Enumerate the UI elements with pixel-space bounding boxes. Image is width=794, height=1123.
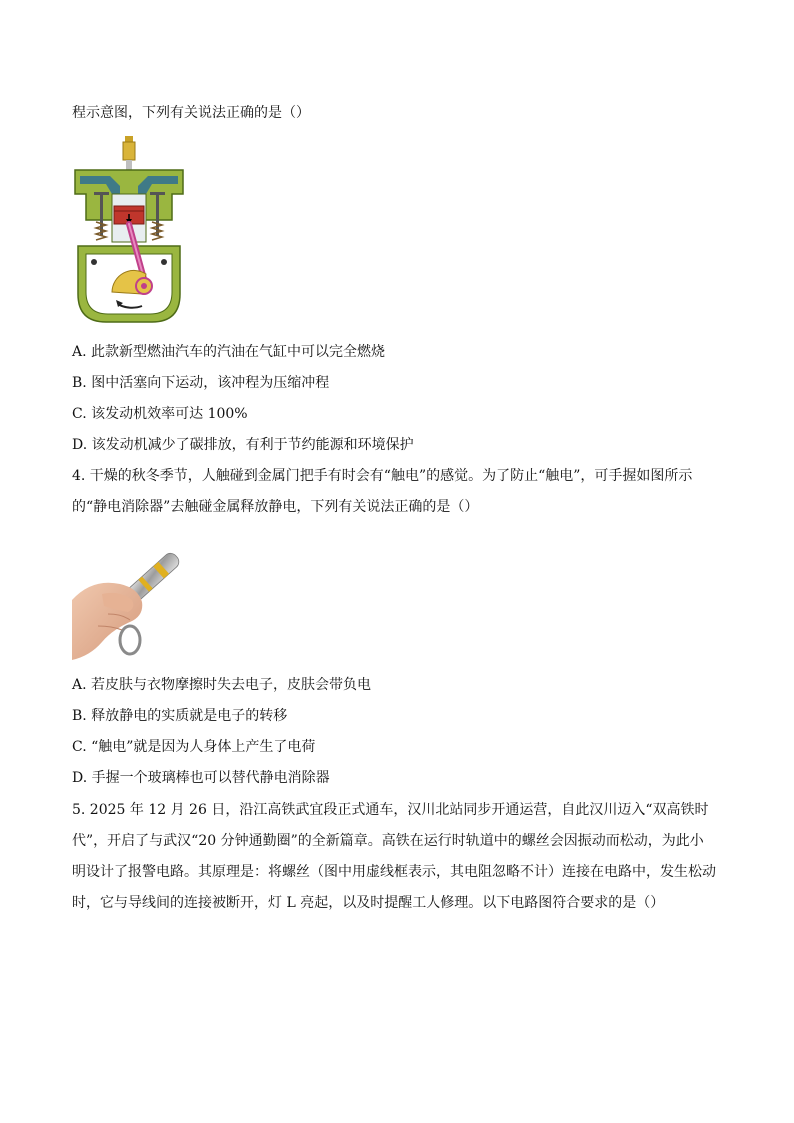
q4-option-c: C. “触电”就是因为人身体上产生了电荷 xyxy=(72,739,316,755)
q3-stem-tail: 程示意图，下列有关说法正确的是（） xyxy=(72,105,310,121)
q5-stem-line-4: 时，它与导线间的连接被断开，灯 L 亮起，以及时提醒工人修理。以下电路图符合要求的是（） xyxy=(72,895,665,911)
q3-option-b: B. 图中活塞向下运动，该冲程为压缩冲程 xyxy=(72,375,330,391)
q4-option-b: B. 释放静电的实质就是电子的转移 xyxy=(72,708,288,724)
q5-stem-line-3: 明设计了报警电路。其原理是：将螺丝（图中用虚线框表示，其电阻忽略不计）连接在电路中，发生松动 xyxy=(72,864,716,880)
q4-stem-line-1: 4. 干燥的秋冬季节，人触碰到金属门把手有时会有“触电”的感觉。为了防止“触电”，可手握如图所示 xyxy=(72,468,693,484)
q3-option-a: A. 此款新型燃油汽车的汽油在气缸中可以完全燃烧 xyxy=(72,344,386,360)
q3-option-d: D. 该发动机减少了碳排放，有利于节约能源和环境保护 xyxy=(72,437,414,453)
q4-option-d: D. 手握一个玻璃棒也可以替代静电消除器 xyxy=(72,770,330,786)
q5-stem-line-1: 5. 2025 年 12 月 26 日，沿江高铁武宜段正式通车，汉川北站同步开通运营，自此汉川迈入“双高铁时 xyxy=(72,802,709,818)
q5-stem-line-2: 代”，开启了与武汉“20 分钟通勤圈”的全新篇章。高铁在运行时轨道中的螺丝会因振动而松动，为此小 xyxy=(72,833,704,849)
q4-option-a: A. 若皮肤与衣物摩擦时失去电子，皮肤会带负电 xyxy=(72,677,372,693)
static-eliminator-photo xyxy=(72,530,188,662)
q4-stem-line-2: 的“静电消除器”去触碰金属释放静电，下列有关说法正确的是（） xyxy=(72,499,479,515)
q3-option-c: C. 该发动机效率可达 100% xyxy=(72,406,248,422)
engine-cylinder-diagram xyxy=(72,134,188,326)
